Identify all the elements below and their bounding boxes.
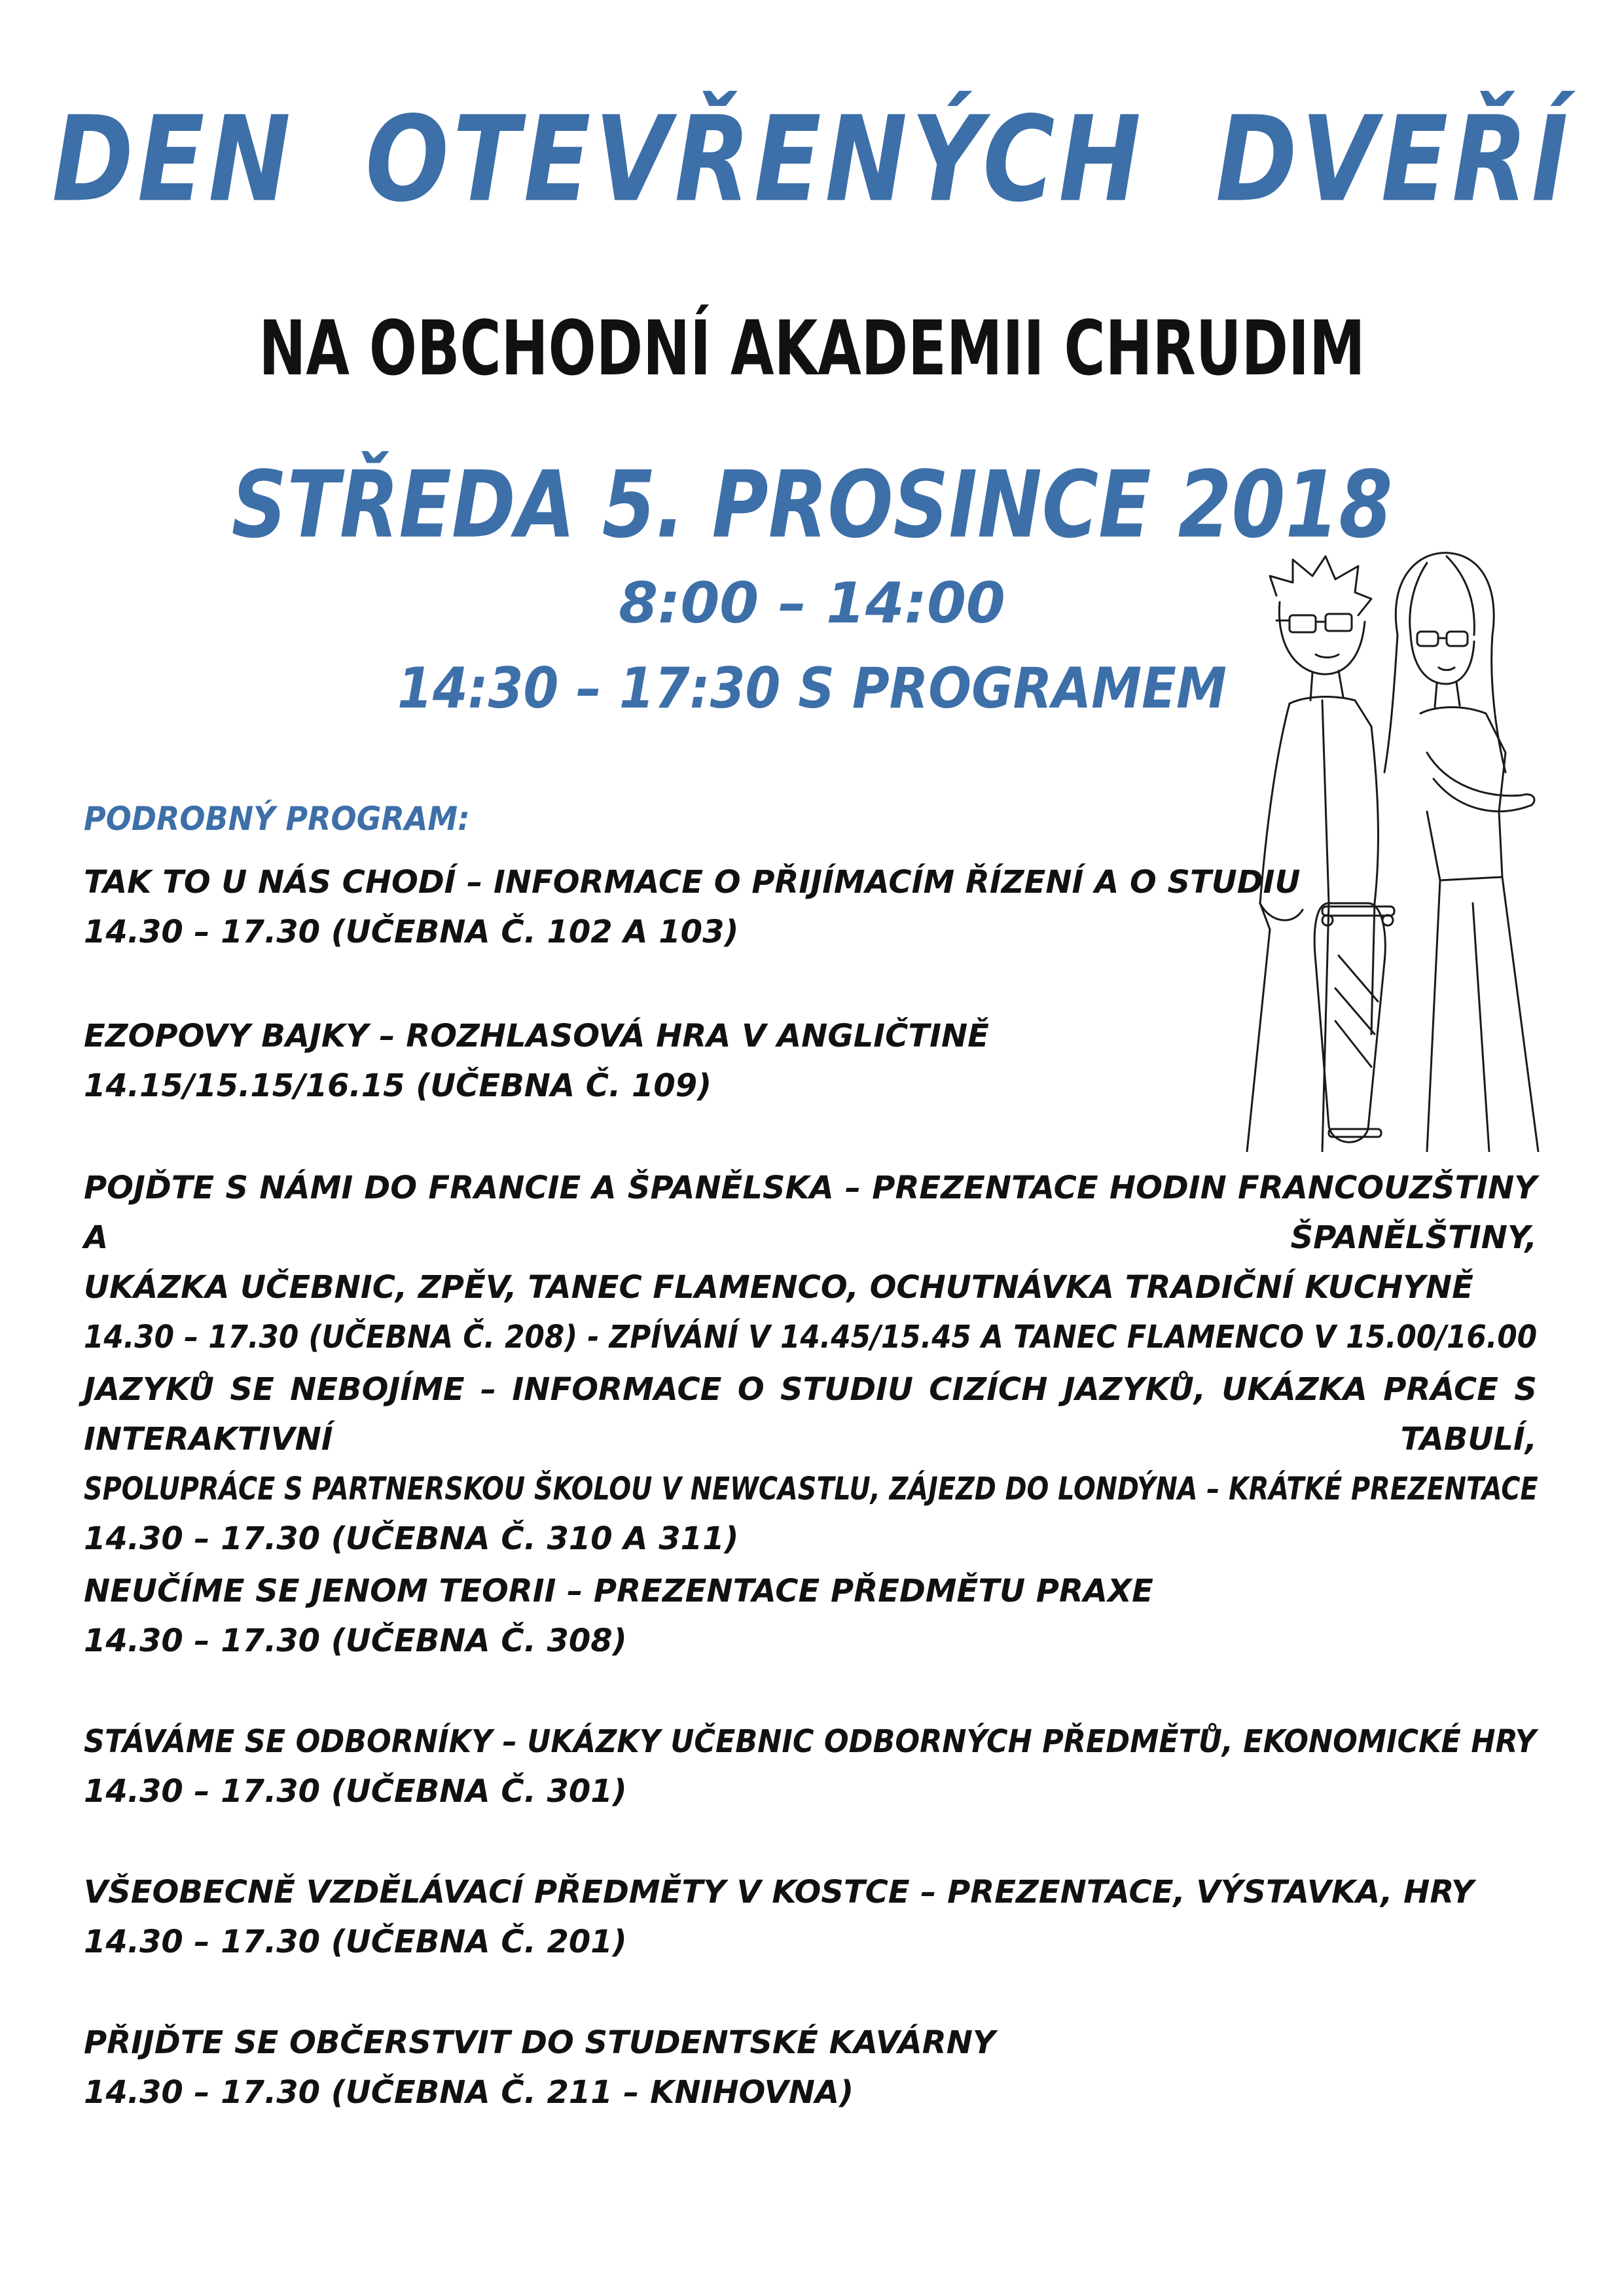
program-entry [84, 2018, 1537, 2117]
entry-title: POJĎTE S NÁMI DO FRANCIE A ŠPANĚLSKA – PREZENTACE HODIN FRANCOUZŠTINY A ŠPANĚLŠTINY, [84, 1170, 1537, 1256]
program-entry [84, 1011, 1537, 1111]
entry-time: 14.30 – 17.30 (UČEBNA Č. 201) [84, 1924, 627, 1960]
entry-time: 14.30 – 17.30 (UČEBNA Č. 310 A 311) [84, 1520, 739, 1557]
entry-title: EZOPOVY BAJKY – ROZHLASOVÁ HRA V ANGLIČTINĚ [84, 1018, 989, 1054]
entry-description: SPOLUPRÁCE S PARTNERSKOU ŠKOLOU V NEWCASTLU, ZÁJEZD DO LONDÝNA – KRÁTKÉ PREZENTACE [84, 1471, 1538, 1507]
entry-title: PŘIJĎTE SE OBČERSTVIT DO STUDENTSKÉ KAVÁRNY [84, 2024, 996, 2061]
event-date: STŘEDA 5. PROSINCE 2018 [231, 452, 1393, 559]
opening-hours-afternoon: 14:30 – 17:30 S PROGRAMEM [397, 656, 1227, 721]
entry-time: 14.30 – 17.30 (UČEBNA Č. 211 – KNIHOVNA) [84, 2074, 854, 2111]
opening-hours-morning: 8:00 – 14:00 [619, 571, 1005, 636]
program-entry [84, 1163, 1537, 1362]
program-entry [84, 1566, 1537, 1666]
event-title: DEN OTEVŘENÝCH DVEŘÍ [52, 92, 1572, 228]
entry-title: STÁVÁME SE ODBORNÍKY – UKÁZKY UČEBNIC ODBORNÝCH PŘEDMĚTŮ, EKONOMICKÉ HRY [84, 1723, 1536, 1760]
program-entry [84, 857, 1537, 957]
entry-description: UKÁZKA UČEBNIC, ZPĚV, TANEC FLAMENCO, OCHUTNÁVKA TRADIČNÍ KUCHYNĚ [84, 1269, 1473, 1306]
school-name: NA OBCHODNÍ AKADEMII CHRUDIM [259, 304, 1365, 393]
entry-time: 14.30 – 17.30 (UČEBNA Č. 208) - ZPÍVÁNÍ V 14.45/15.45 A TANEC FLAMENCO V 15.00/16.00 [84, 1319, 1538, 1355]
program-entry [84, 1717, 1537, 1816]
entry-title: VŠEOBECNĚ VZDĚLÁVACÍ PŘEDMĚTY V KOSTCE – PREZENTACE, VÝSTAVKA, HRY [84, 1874, 1474, 1910]
entry-time: 14.30 – 17.30 (UČEBNA Č. 102 A 103) [84, 914, 739, 950]
entry-title: NEUČÍME SE JENOM TEORII – PREZENTACE PŘEDMĚTU PRAXE [84, 1573, 1153, 1609]
entry-time: 14.30 – 17.30 (UČEBNA Č. 308) [84, 1623, 627, 1659]
entry-time: 14.15/15.15/16.15 (UČEBNA Č. 109) [84, 1067, 712, 1104]
entry-time: 14.30 – 17.30 (UČEBNA Č. 301) [84, 1773, 627, 1810]
entry-title: TAK TO U NÁS CHODÍ – INFORMACE O PŘIJÍMACÍM ŘÍZENÍ A O STUDIU [84, 864, 1301, 901]
program-entry [84, 1867, 1537, 1967]
program-entry [84, 1365, 1537, 1564]
entry-title: JAZYKŮ SE NEBOJÍME – INFORMACE O STUDIU CIZÍCH JAZYKŮ, UKÁZKA PRÁCE S INTERAKTIVNÍ TABULÍ, [84, 1371, 1537, 1458]
program-heading: PODROBNÝ PROGRAM: [84, 800, 470, 838]
